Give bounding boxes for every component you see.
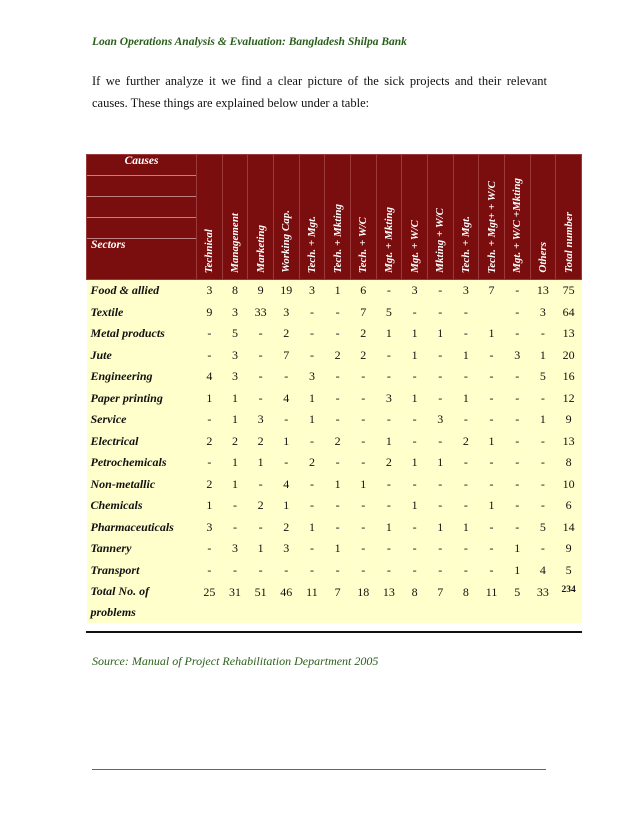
cell-value: 1 bbox=[402, 323, 428, 345]
cell-value: - bbox=[376, 495, 402, 517]
cell-value: - bbox=[530, 323, 556, 345]
cell-value: 31 bbox=[222, 581, 248, 623]
cell-value: - bbox=[427, 495, 453, 517]
cell-value: - bbox=[479, 452, 505, 474]
cell-value: 9 bbox=[556, 409, 582, 431]
total-row bbox=[87, 581, 582, 623]
cell-value: - bbox=[376, 280, 402, 302]
sector-name: Service bbox=[87, 409, 197, 431]
cell-value: 8 bbox=[556, 452, 582, 474]
cell-value: 1 bbox=[325, 538, 351, 560]
cell-value: 1 bbox=[402, 388, 428, 410]
cell-value: - bbox=[350, 452, 376, 474]
cell-value: - bbox=[504, 323, 530, 345]
cell-value: 4 bbox=[197, 366, 223, 388]
sector-name: Tannery bbox=[87, 538, 197, 560]
cell-value: - bbox=[197, 323, 223, 345]
cell-value: 1 bbox=[402, 452, 428, 474]
cell-value: - bbox=[504, 388, 530, 410]
cell-value: - bbox=[350, 560, 376, 582]
column-header-label: Tech. + Mgt. bbox=[459, 215, 472, 273]
cell-value: - bbox=[325, 495, 351, 517]
cell-value: - bbox=[427, 431, 453, 453]
column-header-label: Tech. + Mkting bbox=[331, 203, 344, 273]
table-row bbox=[87, 517, 582, 539]
column-header-label: Mgt. + Mkting bbox=[382, 207, 395, 273]
cell-value: 1 bbox=[376, 431, 402, 453]
column-header bbox=[197, 155, 223, 280]
cell-value: 13 bbox=[556, 431, 582, 453]
cell-value: - bbox=[530, 431, 556, 453]
cell-value: 19 bbox=[273, 280, 299, 302]
cell-value: - bbox=[376, 366, 402, 388]
cell-value: 33 bbox=[248, 302, 274, 324]
cell-value: 13 bbox=[556, 323, 582, 345]
table-row bbox=[87, 280, 582, 302]
cell-value: - bbox=[402, 474, 428, 496]
column-header bbox=[299, 155, 325, 280]
cell-value: - bbox=[427, 280, 453, 302]
cell-value: - bbox=[197, 452, 223, 474]
cell-value: 1 bbox=[325, 474, 351, 496]
cell-value: - bbox=[299, 474, 325, 496]
sector-name: Non-metallic bbox=[87, 474, 197, 496]
footer-rule bbox=[92, 769, 546, 770]
cell-value: - bbox=[453, 474, 479, 496]
table-row bbox=[87, 431, 582, 453]
cell-value: 2 bbox=[325, 431, 351, 453]
cell-value: 8 bbox=[402, 581, 428, 623]
cell-value: - bbox=[299, 323, 325, 345]
cell-value: 3 bbox=[222, 302, 248, 324]
cell-value: - bbox=[197, 345, 223, 367]
cell-value: 7 bbox=[427, 581, 453, 623]
sector-name: Metal products bbox=[87, 323, 197, 345]
column-header bbox=[222, 155, 248, 280]
cell-value: - bbox=[504, 366, 530, 388]
cell-value: - bbox=[402, 366, 428, 388]
table-header bbox=[87, 155, 582, 280]
cell-value: 5 bbox=[530, 517, 556, 539]
cell-value: 8 bbox=[453, 581, 479, 623]
cell-value: - bbox=[248, 345, 274, 367]
cell-value: 1 bbox=[402, 345, 428, 367]
cell-value: 12 bbox=[556, 388, 582, 410]
table-row bbox=[87, 345, 582, 367]
table-row bbox=[87, 538, 582, 560]
cell-value: - bbox=[504, 409, 530, 431]
cell-value: - bbox=[479, 388, 505, 410]
cell-value: 16 bbox=[556, 366, 582, 388]
cell-value: - bbox=[427, 302, 453, 324]
cell-value: 1 bbox=[299, 517, 325, 539]
cell-value: 14 bbox=[556, 517, 582, 539]
cell-value: 1 bbox=[427, 323, 453, 345]
cell-value: - bbox=[197, 560, 223, 582]
cell-value: 3 bbox=[427, 409, 453, 431]
column-header bbox=[556, 155, 582, 280]
column-header bbox=[530, 155, 556, 280]
sector-name: Paper printing bbox=[87, 388, 197, 410]
cell-value: - bbox=[299, 431, 325, 453]
cell-value: - bbox=[530, 452, 556, 474]
cell-value: 1 bbox=[453, 388, 479, 410]
cell-value: 1 bbox=[222, 452, 248, 474]
cell-value: 1 bbox=[479, 323, 505, 345]
cell-value: 1 bbox=[350, 474, 376, 496]
sector-name: Transport bbox=[87, 560, 197, 582]
table-row bbox=[87, 388, 582, 410]
cell-value: 7 bbox=[273, 345, 299, 367]
cell-value: - bbox=[350, 409, 376, 431]
column-header-label: Marketing bbox=[254, 225, 267, 273]
cell-value: 4 bbox=[273, 388, 299, 410]
cell-value: 2 bbox=[273, 517, 299, 539]
header-blank-row bbox=[87, 218, 196, 239]
cell-value: 3 bbox=[273, 538, 299, 560]
cell-value: 9 bbox=[248, 280, 274, 302]
cell-value: 2 bbox=[197, 474, 223, 496]
cell-value: 3 bbox=[197, 517, 223, 539]
cell-value: 11 bbox=[479, 581, 505, 623]
column-header-label: Tech. + Mgt. bbox=[305, 215, 318, 273]
table-row bbox=[87, 560, 582, 582]
cell-value: - bbox=[504, 452, 530, 474]
cell-value: - bbox=[299, 560, 325, 582]
cell-value: 1 bbox=[197, 388, 223, 410]
cell-value: - bbox=[325, 366, 351, 388]
cell-value: 13 bbox=[530, 280, 556, 302]
cell-value: - bbox=[325, 560, 351, 582]
column-header-label: Mgt. + W/C bbox=[408, 220, 421, 273]
cell-value: 75 bbox=[556, 280, 582, 302]
cell-value: - bbox=[376, 345, 402, 367]
cell-value: - bbox=[453, 323, 479, 345]
cell-value: - bbox=[376, 409, 402, 431]
cell-value: 7 bbox=[350, 302, 376, 324]
cell-value: 1 bbox=[479, 431, 505, 453]
column-header bbox=[504, 155, 530, 280]
sector-name: Electrical bbox=[87, 431, 197, 453]
cell-value: - bbox=[453, 409, 479, 431]
cell-value: 33 bbox=[530, 581, 556, 623]
column-header bbox=[376, 155, 402, 280]
cell-value: 2 bbox=[350, 323, 376, 345]
cell-value: 1 bbox=[427, 452, 453, 474]
table-row bbox=[87, 495, 582, 517]
cell-value: 25 bbox=[197, 581, 223, 623]
cell-value: - bbox=[427, 560, 453, 582]
column-header-label: Tech. + W/C bbox=[357, 216, 370, 273]
running-header: Loan Operations Analysis & Evaluation: Bangladesh Shilpa Bank bbox=[92, 36, 407, 48]
column-header-label: Total number bbox=[562, 211, 575, 273]
cell-value: - bbox=[504, 431, 530, 453]
cell-value: - bbox=[325, 452, 351, 474]
cell-value: 7 bbox=[479, 280, 505, 302]
cell-value: 3 bbox=[222, 538, 248, 560]
cell-value: - bbox=[427, 474, 453, 496]
cell-value: - bbox=[299, 538, 325, 560]
cell-value: - bbox=[248, 517, 274, 539]
cell-value: 51 bbox=[248, 581, 274, 623]
column-header bbox=[248, 155, 274, 280]
cell-value: - bbox=[504, 280, 530, 302]
header-blank-row bbox=[87, 176, 196, 197]
cell-value: - bbox=[479, 517, 505, 539]
sector-name: Chemicals bbox=[87, 495, 197, 517]
cell-value: 8 bbox=[222, 280, 248, 302]
cell-value: - bbox=[299, 302, 325, 324]
cell-value: 1 bbox=[222, 388, 248, 410]
column-header bbox=[350, 155, 376, 280]
cell-value: - bbox=[479, 345, 505, 367]
cell-value: - bbox=[248, 474, 274, 496]
cell-value: 3 bbox=[402, 280, 428, 302]
column-header-label: Mkting + W/C bbox=[434, 208, 447, 273]
cell-value: - bbox=[273, 409, 299, 431]
table-row bbox=[87, 474, 582, 496]
sector-name: Jute bbox=[87, 345, 197, 367]
cell-value: 1 bbox=[504, 560, 530, 582]
cell-value: - bbox=[427, 345, 453, 367]
table-row bbox=[87, 302, 582, 324]
cell-value: - bbox=[530, 474, 556, 496]
causes-label: Causes bbox=[87, 155, 196, 176]
cell-value: - bbox=[197, 538, 223, 560]
cell-value: - bbox=[350, 388, 376, 410]
column-header-label: Technical bbox=[203, 228, 216, 273]
cell-value: - bbox=[350, 495, 376, 517]
cell-value: 5 bbox=[376, 302, 402, 324]
cell-value: 3 bbox=[453, 280, 479, 302]
cell-value: 6 bbox=[556, 495, 582, 517]
cell-value: - bbox=[402, 538, 428, 560]
cell-value: - bbox=[479, 409, 505, 431]
cell-value: - bbox=[427, 538, 453, 560]
cell-value: - bbox=[504, 495, 530, 517]
column-header bbox=[273, 155, 299, 280]
cell-value: - bbox=[402, 431, 428, 453]
cell-value: - bbox=[402, 302, 428, 324]
table-row bbox=[87, 409, 582, 431]
cell-value: - bbox=[350, 517, 376, 539]
cell-value: 3 bbox=[222, 366, 248, 388]
cell-value: - bbox=[427, 366, 453, 388]
cell-value: 13 bbox=[376, 581, 402, 623]
cell-value: 6 bbox=[350, 280, 376, 302]
cell-value: 20 bbox=[556, 345, 582, 367]
cell-value: 234 bbox=[556, 581, 582, 623]
cell-value: 2 bbox=[453, 431, 479, 453]
cell-value: 1 bbox=[222, 409, 248, 431]
column-header-label: Tech. + Mgt+ + W/C bbox=[485, 180, 498, 273]
cell-value: - bbox=[504, 517, 530, 539]
cell-value: 9 bbox=[197, 302, 223, 324]
cell-value: - bbox=[479, 560, 505, 582]
cell-value: - bbox=[402, 409, 428, 431]
cell-value: 1 bbox=[530, 409, 556, 431]
cell-value: 3 bbox=[530, 302, 556, 324]
cell-value: - bbox=[325, 517, 351, 539]
cell-value: 1 bbox=[197, 495, 223, 517]
cell-value: 1 bbox=[273, 495, 299, 517]
cell-value: - bbox=[479, 538, 505, 560]
table-body bbox=[87, 280, 582, 624]
cell-value: - bbox=[453, 495, 479, 517]
sector-name: Textile bbox=[87, 302, 197, 324]
cell-value: - bbox=[479, 474, 505, 496]
cell-value: - bbox=[453, 538, 479, 560]
cell-value: 2 bbox=[350, 345, 376, 367]
column-header bbox=[479, 155, 505, 280]
cell-value: 1 bbox=[402, 495, 428, 517]
cell-value: 3 bbox=[197, 280, 223, 302]
sectors-causes-header bbox=[87, 155, 197, 280]
cell-value: - bbox=[376, 560, 402, 582]
cell-value: 1 bbox=[222, 474, 248, 496]
cell-value: 3 bbox=[504, 345, 530, 367]
cell-value: - bbox=[222, 495, 248, 517]
cell-value: - bbox=[273, 452, 299, 474]
column-header bbox=[325, 155, 351, 280]
cell-value: - bbox=[427, 388, 453, 410]
cell-value: 1 bbox=[299, 409, 325, 431]
sector-name: Engineering bbox=[87, 366, 197, 388]
cell-value: - bbox=[248, 323, 274, 345]
cell-value: 46 bbox=[273, 581, 299, 623]
column-header-label: Management bbox=[228, 213, 241, 273]
cell-value: 3 bbox=[299, 366, 325, 388]
cell-value: 10 bbox=[556, 474, 582, 496]
cell-value: - bbox=[530, 388, 556, 410]
cell-value: - bbox=[325, 409, 351, 431]
cell-value: 1 bbox=[453, 517, 479, 539]
cell-value: 2 bbox=[325, 345, 351, 367]
cell-value: 5 bbox=[530, 366, 556, 388]
cell-value: 1 bbox=[479, 495, 505, 517]
intro-paragraph: If we further analyze it we find a clear picture of the sick projects and their relevant causes. These things are explained below under a table: bbox=[92, 74, 547, 110]
cell-value: 4 bbox=[273, 474, 299, 496]
cell-value: - bbox=[376, 538, 402, 560]
cell-value: 1 bbox=[427, 517, 453, 539]
cell-value: - bbox=[222, 560, 248, 582]
cell-value: - bbox=[530, 495, 556, 517]
column-header bbox=[402, 155, 428, 280]
cell-value: - bbox=[350, 431, 376, 453]
cell-value: - bbox=[325, 323, 351, 345]
cell-value: - bbox=[325, 302, 351, 324]
cell-value: - bbox=[453, 452, 479, 474]
cell-value: 2 bbox=[376, 452, 402, 474]
cell-value: - bbox=[479, 366, 505, 388]
cell-value: 1 bbox=[504, 538, 530, 560]
cell-value: 1 bbox=[376, 517, 402, 539]
cell-value: 5 bbox=[504, 581, 530, 623]
cell-value: 4 bbox=[530, 560, 556, 582]
cell-value: - bbox=[504, 474, 530, 496]
cell-value: 3 bbox=[273, 302, 299, 324]
source-note: Source: Manual of Project Rehabilitation Department 2005 bbox=[92, 654, 379, 668]
header-blank-row bbox=[87, 197, 196, 218]
cell-value: 1 bbox=[376, 323, 402, 345]
cell-value: 64 bbox=[556, 302, 582, 324]
cell-value: - bbox=[453, 366, 479, 388]
table-bottom-rule bbox=[86, 631, 582, 633]
cell-value: 7 bbox=[325, 581, 351, 623]
cell-value: - bbox=[402, 517, 428, 539]
column-header bbox=[453, 155, 479, 280]
cell-value: 1 bbox=[273, 431, 299, 453]
column-header bbox=[427, 155, 453, 280]
cell-value: 3 bbox=[248, 409, 274, 431]
cell-value: 2 bbox=[299, 452, 325, 474]
cell-value: - bbox=[197, 409, 223, 431]
table-row bbox=[87, 323, 582, 345]
sector-name: Total No. of problems bbox=[87, 581, 197, 623]
cell-value: - bbox=[273, 560, 299, 582]
cell-value: 2 bbox=[222, 431, 248, 453]
cell-value: 1 bbox=[530, 345, 556, 367]
cell-value: 3 bbox=[299, 280, 325, 302]
cell-value: - bbox=[325, 388, 351, 410]
cell-value: - bbox=[299, 345, 325, 367]
cell-value: 1 bbox=[248, 452, 274, 474]
cell-value: 1 bbox=[325, 280, 351, 302]
sectors-label: Sectors bbox=[91, 239, 126, 251]
cell-value: - bbox=[350, 538, 376, 560]
cell-value: 3 bbox=[222, 345, 248, 367]
cell-value: - bbox=[504, 302, 530, 324]
sector-name: Food & allied bbox=[87, 280, 197, 302]
cell-value: 1 bbox=[248, 538, 274, 560]
table-row bbox=[87, 366, 582, 388]
cell-value: - bbox=[402, 560, 428, 582]
cell-value: 11 bbox=[299, 581, 325, 623]
cell-value: 2 bbox=[248, 431, 274, 453]
cell-value: 2 bbox=[248, 495, 274, 517]
cell-value: 3 bbox=[376, 388, 402, 410]
column-header-label: Others bbox=[536, 242, 549, 273]
cell-value: - bbox=[248, 560, 274, 582]
cell-value: - bbox=[248, 388, 274, 410]
sector-name: Petrochemicals bbox=[87, 452, 197, 474]
cell-value: 2 bbox=[197, 431, 223, 453]
cell-value: 18 bbox=[350, 581, 376, 623]
column-header-label: Working Cap. bbox=[280, 210, 293, 273]
cell-value: - bbox=[453, 560, 479, 582]
sick-projects-table bbox=[86, 154, 582, 623]
cell-value: - bbox=[248, 366, 274, 388]
column-header-label: Mgt. + W/C +Mkting bbox=[511, 178, 524, 273]
cell-value: 5 bbox=[556, 560, 582, 582]
cell-value: 9 bbox=[556, 538, 582, 560]
cell-value: 1 bbox=[299, 388, 325, 410]
cell-value: - bbox=[273, 366, 299, 388]
cell-value: - bbox=[299, 495, 325, 517]
cell-value: 1 bbox=[453, 345, 479, 367]
cell-value: - bbox=[222, 517, 248, 539]
cell-value: 5 bbox=[222, 323, 248, 345]
cell-value: 2 bbox=[273, 323, 299, 345]
cell-value bbox=[479, 302, 505, 324]
cell-value: - bbox=[530, 538, 556, 560]
table-row bbox=[87, 452, 582, 474]
sector-name: Pharmaceuticals bbox=[87, 517, 197, 539]
cell-value: - bbox=[376, 474, 402, 496]
cell-value: - bbox=[453, 302, 479, 324]
cell-value: - bbox=[350, 366, 376, 388]
